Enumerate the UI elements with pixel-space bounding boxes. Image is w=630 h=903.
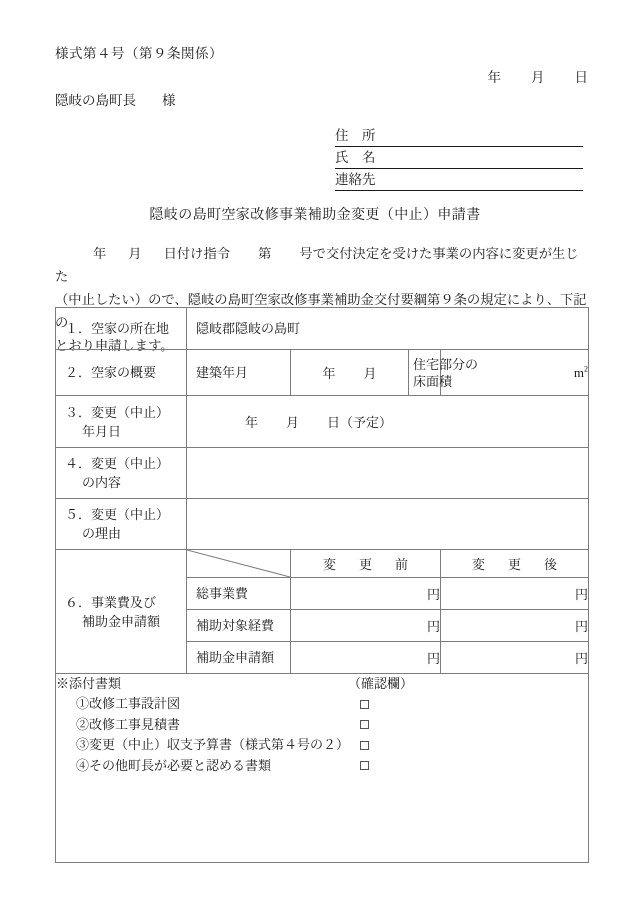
row6-col-before-header — [291, 550, 441, 578]
applicant-contact-field[interactable] — [376, 189, 584, 190]
body-month-label: 月 — [128, 246, 142, 261]
table-row-location — [56, 308, 589, 350]
row6-label-cell — [56, 550, 187, 674]
floor-area-unit-base: m — [573, 364, 585, 380]
row2-month-label: 月 — [363, 366, 377, 381]
row2-build-date-inline — [322, 366, 376, 381]
row3-label-line2: 年月日 — [82, 423, 122, 439]
row2-build-date-value-cell[interactable] — [291, 350, 409, 396]
cost-eligible-before-unit: 円 — [426, 619, 440, 634]
col-after-label: 変 更 後 — [472, 557, 563, 572]
row4-label — [56, 448, 186, 498]
row4-label-line2: の内容 — [82, 475, 122, 490]
addressee-honorific: 様 — [162, 93, 176, 108]
cost-subsidy-after-unit: 円 — [575, 651, 589, 666]
table-row-outline — [56, 350, 589, 396]
row3-day-label: 日（予定） — [327, 415, 393, 430]
row4-value-cell[interactable] — [187, 448, 589, 499]
cost-total-label: 総事業費 — [196, 586, 249, 601]
row1-value: 隠岐郡隠岐の島町 — [196, 321, 301, 336]
addressee-line — [55, 89, 176, 109]
row4-label-line1: ４．変更（中止） — [65, 456, 170, 471]
attachment-label-1: ①改修工事設計図 — [76, 696, 181, 711]
table-row-change-reason — [56, 499, 589, 550]
row5-label-cell — [56, 499, 187, 550]
attachment-item-1 — [56, 694, 588, 715]
floor-area-unit-exponent: 2 — [584, 364, 589, 374]
row6-col-after-header — [441, 550, 589, 578]
application-table — [55, 307, 589, 863]
cost-subsidy-label-cell — [187, 642, 291, 674]
row3-month-label: 月 — [286, 415, 300, 430]
row2-floor-area-label-line1: 住宅部分の — [413, 356, 479, 372]
row3-value-cell[interactable] — [187, 396, 589, 448]
body-line2: （中止したい）ので、隠岐の島町空家改修事業補助金交付要綱第９条の規定により、下記の — [55, 292, 587, 330]
cost-eligible-label-cell — [187, 610, 291, 642]
table-row-change-content — [56, 448, 589, 499]
row5-value-cell[interactable] — [187, 499, 589, 550]
table-row-change-date — [56, 396, 589, 448]
row2-label-cell — [56, 350, 187, 396]
document-title: 隠岐の島町空家改修事業補助金変更（中止）申請書 — [149, 208, 481, 223]
attachment-checkbox-2[interactable] — [360, 720, 369, 729]
row2-year-label: 年 — [322, 366, 336, 381]
cost-eligible-label: 補助対象経費 — [196, 618, 275, 633]
row4-label-cell — [56, 448, 187, 499]
attachment-label-2: ②改修工事見積書 — [76, 716, 181, 732]
cost-total-before-unit: 円 — [426, 587, 440, 602]
row2-label: ２．空家の概要 — [65, 365, 157, 380]
attachments-cell — [56, 674, 589, 863]
applicant-address-row — [335, 126, 583, 147]
row1-value-cell[interactable] — [187, 308, 589, 350]
cost-eligible-before-cell[interactable] — [291, 610, 441, 642]
attachments-confirm-header: （確認欄） — [348, 676, 414, 691]
attachment-label-3: ③変更（中止）収支予算書（様式第４号の２） — [76, 737, 350, 752]
applicant-address-field[interactable] — [376, 145, 584, 146]
row1-label-cell — [56, 308, 187, 350]
diagonal-line-icon — [187, 550, 290, 577]
row5-value — [187, 518, 588, 530]
table-row-attachments — [56, 674, 589, 863]
row4-value — [187, 467, 588, 479]
attachments-title-row — [56, 674, 588, 694]
body-line3: とおり申請します。 — [55, 338, 174, 353]
cost-subsidy-label: 補助金申請額 — [196, 650, 275, 665]
applicant-contact-label: 連絡先 — [335, 172, 376, 187]
applicant-block — [335, 126, 583, 191]
cost-total-after-unit: 円 — [575, 587, 589, 602]
row2-build-date-label-cell — [187, 350, 291, 396]
applicant-address-label: 住 所 — [335, 128, 376, 143]
addressee-name: 隠岐の島町長 — [55, 93, 136, 108]
attachment-label-4: ④その他町長が必要と認める書類 — [76, 757, 272, 773]
cost-total-label-cell — [187, 578, 291, 610]
row3-label-cell — [56, 396, 187, 448]
row6-diagonal-header-cell — [187, 550, 291, 578]
row2-floor-area-unit — [574, 365, 588, 380]
date-day-label: 日 — [574, 70, 588, 85]
row2-floor-area-label-cell — [409, 350, 479, 396]
table-row-cost-header — [56, 550, 589, 578]
row5-label-line2: の理由 — [82, 526, 122, 541]
cost-subsidy-before-cell[interactable] — [291, 642, 441, 674]
row3-year-label: 年 — [245, 415, 259, 430]
row3-label — [56, 397, 186, 447]
applicant-name-field[interactable] — [376, 167, 584, 168]
attachment-checkbox-1[interactable] — [360, 700, 369, 709]
attachment-item-2 — [56, 715, 588, 736]
attachments-blank-space — [56, 776, 588, 862]
row3-label-line1: ３．変更（中止） — [65, 404, 170, 420]
date-year-label: 年 — [487, 70, 501, 85]
cost-eligible-after-cell[interactable] — [441, 610, 589, 642]
body-year-label: 年 — [93, 246, 107, 261]
applicant-contact-row — [335, 170, 583, 191]
attachments-title: ※添付書類 — [56, 676, 122, 691]
row2-floor-area-label-line2: 床面積 — [413, 373, 453, 389]
body-order-label: 日付け指令 — [163, 246, 231, 261]
cost-subsidy-before-unit: 円 — [426, 651, 440, 666]
date-month-label: 月 — [531, 70, 545, 85]
row6-label-line1: ６．事業費及び — [65, 594, 157, 610]
attachment-checkbox-3[interactable] — [360, 741, 369, 750]
body-number-label: 第 — [258, 246, 272, 261]
col-before-label: 変 更 前 — [322, 557, 413, 572]
cost-total-after-cell[interactable] — [441, 578, 589, 610]
row2-build-date-label: 建築年月 — [196, 365, 249, 380]
applicant-name-label: 氏 名 — [335, 150, 376, 165]
row1-label: １．空家の所在地 — [65, 321, 170, 336]
row5-label-line1: ５．変更（中止） — [65, 507, 170, 522]
applicant-name-row — [335, 148, 583, 169]
attachment-checkbox-4[interactable] — [360, 761, 369, 770]
body-line1-tail: 号で交付決定を受けた事業の内容に変更が生じた — [55, 246, 579, 284]
submission-date-line — [488, 66, 589, 86]
cost-eligible-after-unit: 円 — [575, 619, 589, 634]
attachment-item-4 — [56, 756, 588, 777]
cost-subsidy-after-cell[interactable] — [441, 642, 589, 674]
row6-label — [56, 587, 186, 637]
attachment-item-3 — [56, 735, 588, 756]
form-number: 様式第４号（第９条関係） — [55, 46, 223, 61]
cost-total-before-cell[interactable] — [291, 578, 441, 610]
row3-date-inline — [187, 412, 588, 431]
row5-label — [56, 499, 186, 549]
row6-label-line2: 補助金申請額 — [82, 613, 161, 629]
